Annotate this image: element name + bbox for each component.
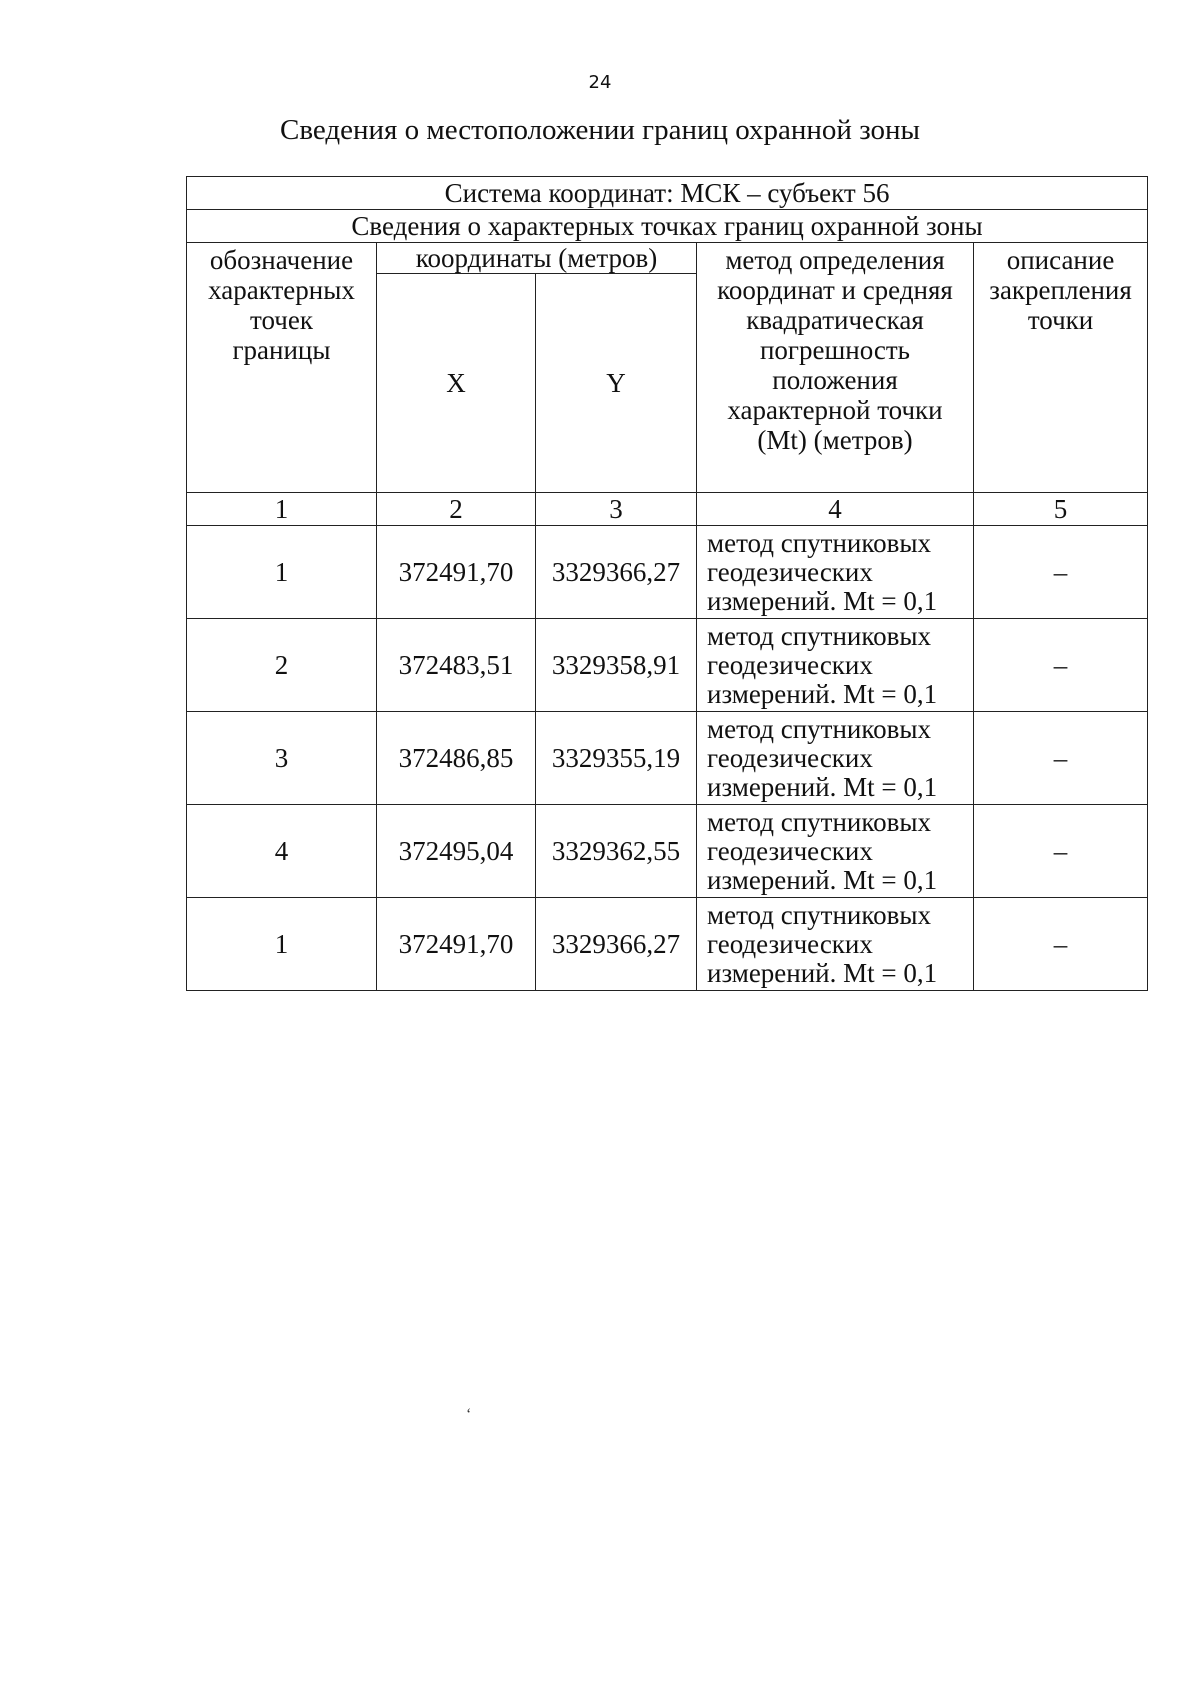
point-cell: 4 xyxy=(187,805,377,898)
x-cell: 372491,70 xyxy=(377,526,536,619)
method-line: метод спутниковых xyxy=(707,620,931,651)
method-cell xyxy=(697,805,974,898)
header-method-line: метод определения xyxy=(725,245,945,275)
coord-system-cell: Система координат: МСК – субъект 56 xyxy=(187,177,1148,210)
description-cell: – xyxy=(974,898,1148,991)
method-line: геодезических xyxy=(707,835,873,866)
header-point-designation xyxy=(187,243,377,493)
description-cell: – xyxy=(974,805,1148,898)
method-line: измерений. Mt = 0,1 xyxy=(707,678,938,709)
column-number: 5 xyxy=(974,493,1148,526)
point-cell: 2 xyxy=(187,619,377,712)
page-title: Сведения о местоположении границ охранной зоны xyxy=(279,114,920,146)
method-line: геодезических xyxy=(707,742,873,773)
y-cell: 3329355,19 xyxy=(536,712,697,805)
description-cell: – xyxy=(974,712,1148,805)
stray-ink-mark: ʻ xyxy=(466,1406,472,1423)
method-cell xyxy=(697,898,974,991)
method-cell xyxy=(697,526,974,619)
method-line: измерений. Mt = 0,1 xyxy=(707,585,938,616)
method-line: измерений. Mt = 0,1 xyxy=(707,957,938,988)
header-method-line: погрешность xyxy=(759,335,911,365)
method-line: геодезических xyxy=(707,556,873,587)
header-point-line: границы xyxy=(232,335,331,365)
y-cell: 3329366,27 xyxy=(536,898,697,991)
column-numbers-row xyxy=(187,493,1148,526)
y-cell: 3329366,27 xyxy=(536,526,697,619)
section-title-cell: Сведения о характерных точках границ охранной зоны xyxy=(187,210,1148,243)
header-point-line: точек xyxy=(250,305,313,335)
header-method-line: характерной точки xyxy=(727,395,943,425)
section-title-row xyxy=(187,210,1148,243)
header-method xyxy=(697,243,974,493)
header-y: Y xyxy=(536,274,697,493)
y-cell: 3329358,91 xyxy=(536,619,697,712)
point-cell: 1 xyxy=(187,526,377,619)
header-description-line: описание xyxy=(1006,245,1115,275)
page-number: 24 xyxy=(588,72,612,93)
x-cell: 372491,70 xyxy=(377,898,536,991)
method-cell xyxy=(697,619,974,712)
table-row xyxy=(187,526,1148,619)
column-number: 4 xyxy=(697,493,974,526)
header-row xyxy=(187,243,1148,274)
header-method-line: положения xyxy=(772,365,898,395)
method-line: геодезических xyxy=(707,649,873,680)
method-line: метод спутниковых xyxy=(707,713,931,744)
x-cell: 372483,51 xyxy=(377,619,536,712)
x-cell: 372495,04 xyxy=(377,805,536,898)
header-x: X xyxy=(377,274,536,493)
method-line: измерений. Mt = 0,1 xyxy=(707,864,938,895)
method-line: метод спутниковых xyxy=(707,899,931,930)
point-cell: 1 xyxy=(187,898,377,991)
header-description xyxy=(974,243,1148,493)
header-method-line: квадратическая xyxy=(746,305,924,335)
boundary-points-table xyxy=(186,176,1148,991)
method-cell xyxy=(697,712,974,805)
method-line: метод спутниковых xyxy=(707,527,931,558)
method-line: геодезических xyxy=(707,928,873,959)
table-row xyxy=(187,712,1148,805)
header-point-line: обозначение xyxy=(209,245,354,275)
header-method-line: координат и средняя xyxy=(717,275,953,305)
header-description-line: точки xyxy=(1027,305,1094,335)
coord-system-row xyxy=(187,177,1148,210)
y-cell: 3329362,55 xyxy=(536,805,697,898)
column-number: 2 xyxy=(377,493,536,526)
header-coordinates: координаты (метров) xyxy=(377,243,697,274)
method-line: измерений. Mt = 0,1 xyxy=(707,771,938,802)
column-number: 1 xyxy=(187,493,377,526)
table-row xyxy=(187,898,1148,991)
column-number: 3 xyxy=(536,493,697,526)
table-row xyxy=(187,805,1148,898)
method-line: метод спутниковых xyxy=(707,806,931,837)
description-cell: – xyxy=(974,526,1148,619)
header-method-line: (Mt) (метров) xyxy=(757,425,913,455)
x-cell: 372486,85 xyxy=(377,712,536,805)
header-description-line: закрепления xyxy=(989,275,1132,305)
table-row xyxy=(187,619,1148,712)
header-point-line: характерных xyxy=(208,275,355,305)
description-cell: – xyxy=(974,619,1148,712)
point-cell: 3 xyxy=(187,712,377,805)
